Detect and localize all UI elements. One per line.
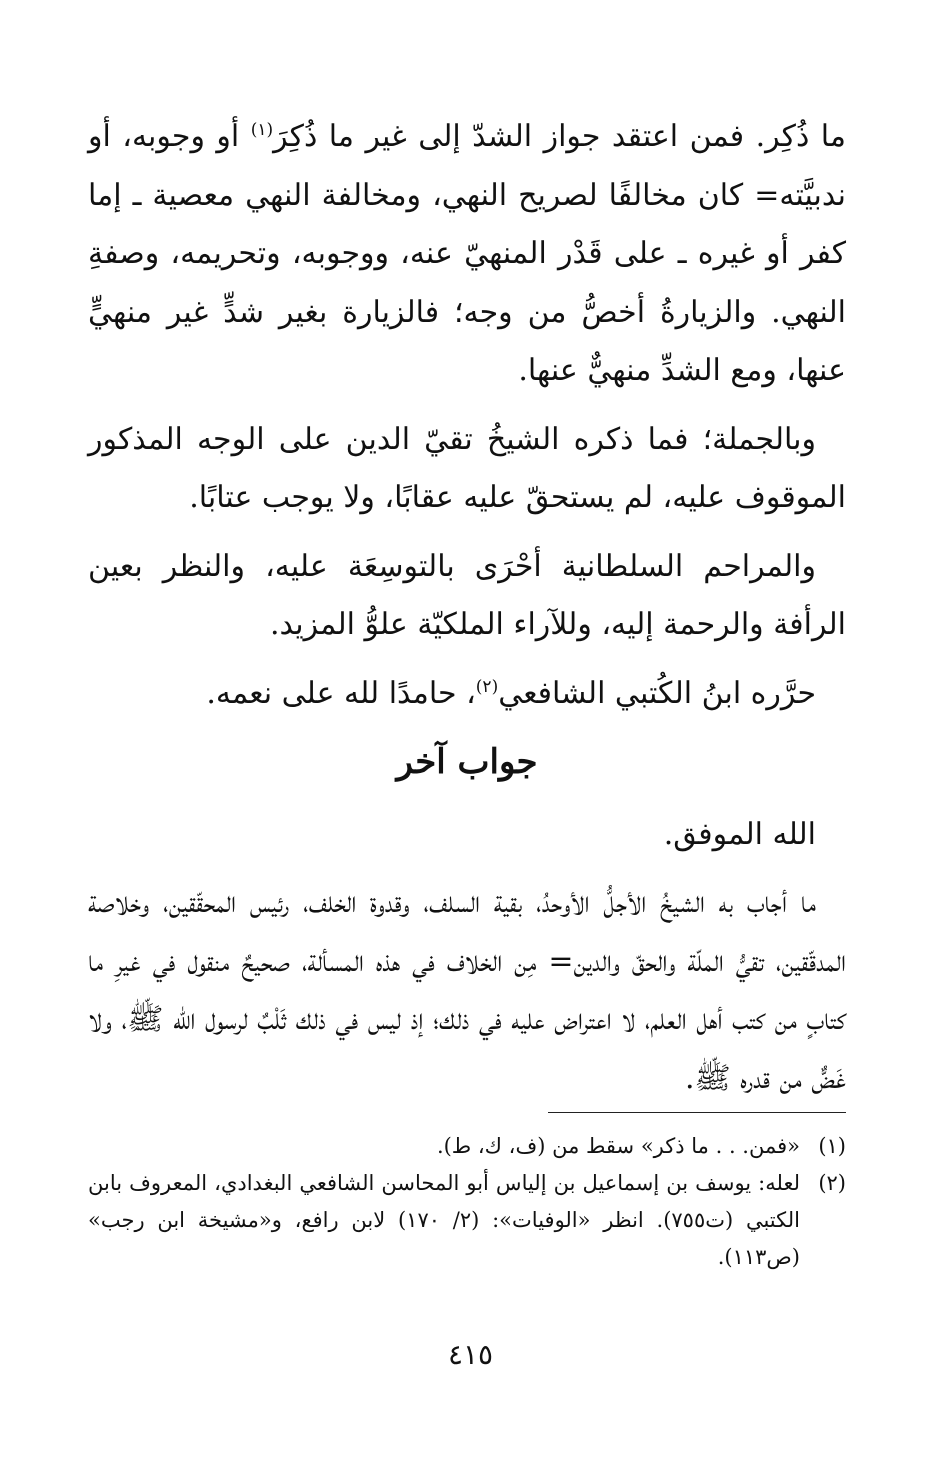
main-text — [88, 108, 846, 1118]
signature-part-b: ، حامدًا لله على نعمه. — [206, 675, 476, 711]
paragraph-1-part-a: ما ذُكِر. فمن اعتقد جواز الشدّ إلى غير ما ذُكِرَ — [273, 119, 846, 154]
section-heading: جواب آخر — [396, 742, 538, 782]
paragraph-answer: ما أجاب به الشيخُ الأجلُّ الأوحدُ، بقية السلف، وقدوة الخلف، رئيس المحقّقين، وخلاصة المدقّقين، تقيُّ الملّة والحقّ والدين= مِن الخلاف في هذه المسألة، صحيحٌ منقول في غيرِ ما كتابٍ من كتب أهل العلم، لا اعتراض عليه في ذلك؛ إذ ليس في ذلك ثَلْبٌ لرسول الله ﷺ، ولا غَضٌّ من قدره ﷺ. — [88, 885, 846, 1096]
footnotes — [88, 1128, 846, 1276]
paragraph-opening: الله الموفق. — [663, 816, 816, 852]
footnote-1-number: (١) — [818, 1134, 846, 1158]
paragraph-3: والمراحم السلطانية أحْرَى بالتوسِعَة عليه، والنظر بعين الرأفة والرحمة إليه، وللآراء الملكيّة علوُّ المزيد. — [88, 548, 846, 642]
footnote-2-number: (٢) — [818, 1171, 846, 1195]
paragraph-1 — [88, 108, 846, 401]
signature-part-a: حرَّره ابنُ الكُتبي الشافعي — [498, 675, 816, 711]
footnote-1 — [88, 1128, 846, 1165]
footnote-ref-1: (١) — [250, 120, 274, 140]
footnote-1-text: «فمن. . . ما ذكر» سقط من (ف، ك، ط). — [436, 1134, 800, 1158]
signature-paragraph — [88, 665, 846, 724]
footnote-divider — [548, 1112, 846, 1113]
footnote-ref-2: (٢) — [475, 676, 499, 697]
footnote-2 — [88, 1165, 846, 1276]
paragraph-1-part-b: أو وجوبه، أو ندبيَّته= كان مخالفًا لصريح النهي، ومخالفة النهي معصية ـ إما كفر أو غيره ـ على قَدْر المنهيّ عنه، ووجوبه، وتحريمه، وصفةِ النهي. والزيارةُ أخصُّ من وجه؛ فالزيارة بغير شدٍّ غير منهيٍّ عنها، ومع الشدِّ منهيٌّ عنها. — [88, 119, 846, 388]
page-number: ٤١٥ — [447, 1338, 494, 1371]
paragraph-2: وبالجملة؛ فما ذكره الشيخُ تقيّ الدين على الوجه المذكور الموقوف عليه، لم يستحقّ عليه عقابًا، ولا يوجب عتابًا. — [88, 421, 846, 515]
footnote-2-text: لعله: يوسف بن إسماعيل بن إلياس أبو المحاسن الشافعي البغدادي، المعروف بابن الكتبي (ت٧٥٥). انظر «الوفيات»: (٢/ ١٧٠) لابن رافع، و«مشيخة ابن رجب» (ص١١٣). — [88, 1171, 800, 1269]
